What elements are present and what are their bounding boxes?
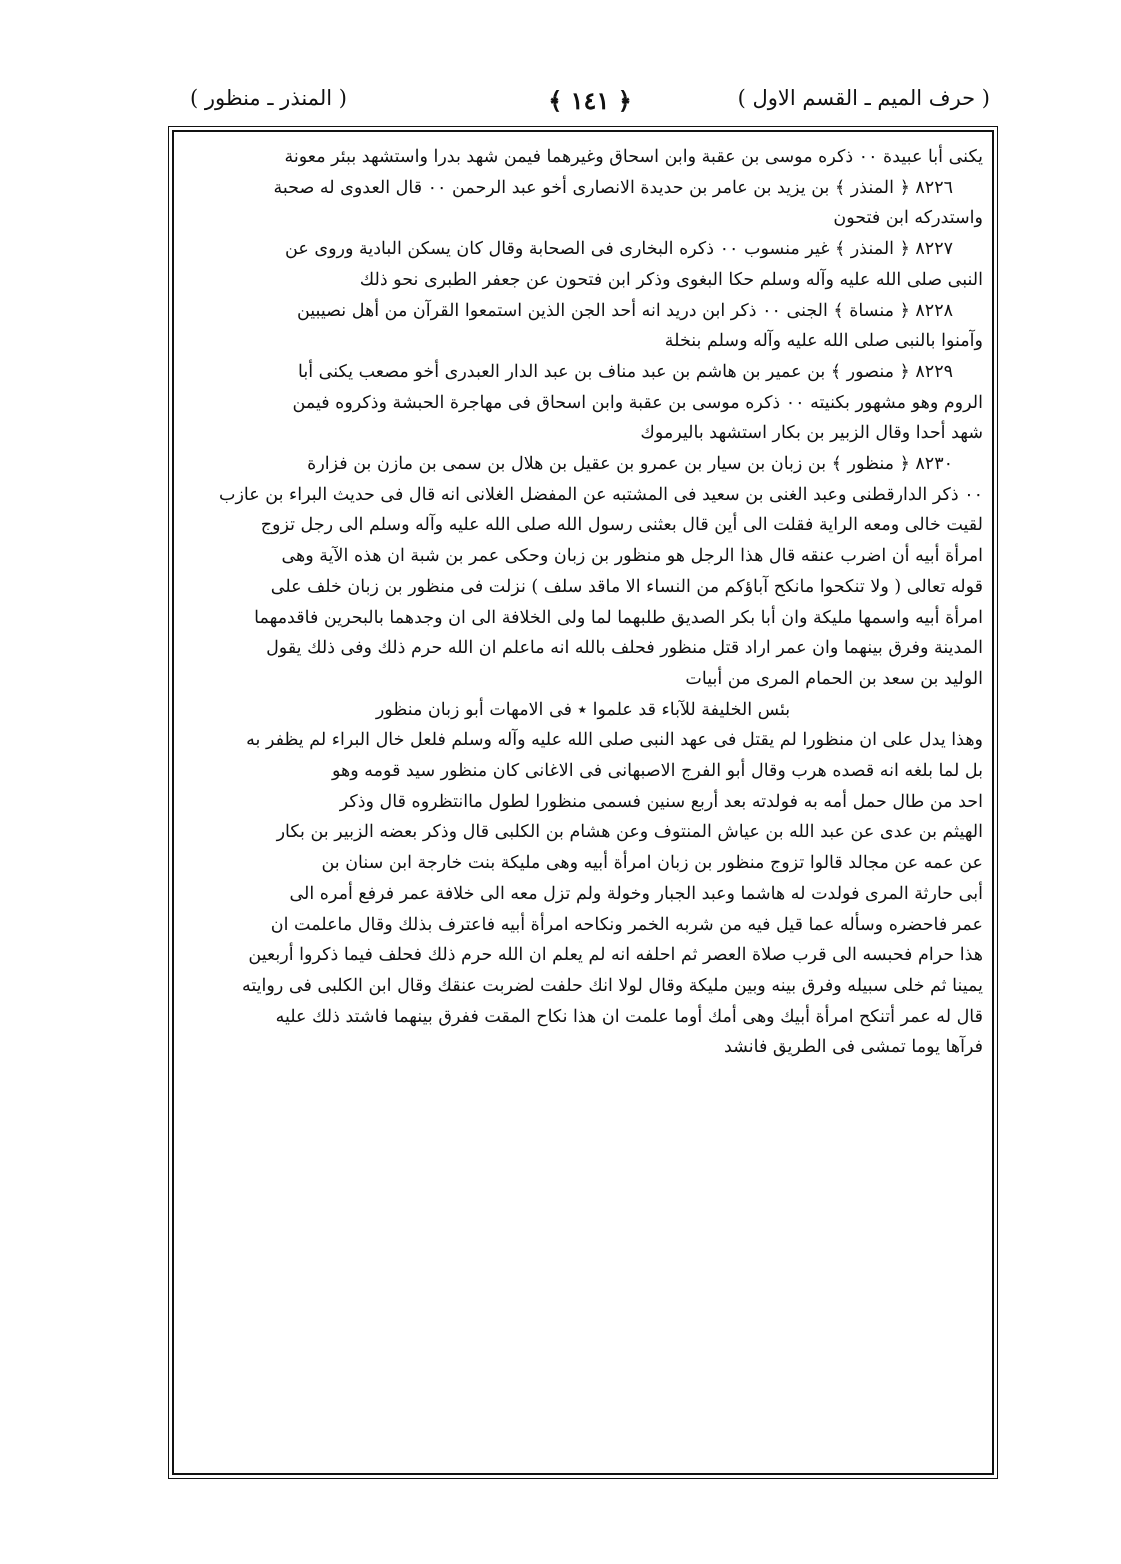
text-line: بل لما بلغه انه قصده هرب وقال أبو الفرج الاصبهانى فى الاغانى كان منظور سيد قومه وهو — [331, 761, 983, 782]
text-line: النبى صلى الله عليه وآله وسلم حكا البغوى وذكر ابن فتحون عن جعفر الطبرى نحو ذلك — [359, 269, 983, 290]
text-line: المدينة وفرق بينهما وان عمر اراد قتل منظور فحلف بالله انه ماعلم ان الله حرم ذلك وفى ذلك يقول — [266, 638, 983, 659]
text-line: وهذا يدل على ان منظورا لم يقتل فى عهد النبى صلى الله عليه وآله وسلم فلعل خال البراء لم يظفر به — [246, 730, 983, 751]
text-line: وآمنوا بالنبى صلى الله عليه وآله وسلم بنخلة — [664, 331, 983, 352]
entry-line: ٨٢٢٨ ﴿ منساة ﴾ الجنى ٠٠ ذكر ابن دريد انه أحد الجن الذين استمعوا القرآن من أهل نصيبين — [296, 300, 953, 321]
page-header — [190, 86, 990, 126]
entry-line: ٨٢٢٦ ﴿ المنذر ﴾ بن يزيد بن عامر بن حديدة الانصارى أخو عبد الرحمن ٠٠ قال العدوى له صحبة — [273, 177, 953, 198]
text-line: عمر فاحضره وسأله عما قيل فيه من شربه الخمر ونكاحه امرأة أبيه فاعترف بذلك وقال ماعلمت ان — [270, 914, 983, 935]
text-line: عن عمه عن مجالد قالوا تزوج منظور بن زبان امرأة أبيه وهى مليكة بنت خارجة ابن سنان بن — [321, 853, 983, 874]
text-line: لقيت خالى ومعه الراية فقلت الى أين قال بعثنى رسول الله صلى الله عليه وآله وسلم الى رجل تزوج — [260, 515, 983, 536]
text-line: أبى حارثة المرى فولدت له هاشما وعبد الجبار وخولة ولم تزل معه الى خلافة عمر فرفع أمره الى — [289, 883, 983, 904]
entry-line: ٨٢٢٩ ﴿ منصور ﴾ بن عمير بن هاشم بن عبد مناف بن عبد الدار العبدرى أخو مصعب يكنى أبا — [298, 361, 953, 382]
header-entry-range: ( المنذر ـ منظور ) — [190, 86, 347, 110]
poem-verse: بئس الخليفة للآباء قد علموا ٭ فى الامهات أبو زبان منظور — [375, 699, 791, 720]
text-line: يمينا ثم خلى سبيله وفرق بينه وبين مليكة وقال لولا انك حلفت لضربت عنقك وقال ابن الكلبى فى روايته — [242, 975, 983, 996]
text-line: شهد أحدا وقال الزبير بن بكار استشهد باليرموك — [640, 423, 983, 444]
text-line: هذا حرام فحبسه الى قرب صلاة العصر ثم احلفه انه لم يعلم ان الله حرم ذلك فحلف فيما ذكروا أربعين — [248, 945, 983, 966]
text-line: واستدركه ابن فتحون — [833, 208, 983, 229]
text-line: الوليد بن سعد بن الحمام المرى من أبيات — [685, 668, 983, 689]
entry-line: ٨٢٢٧ ﴿ المنذر ﴾ غير منسوب ٠٠ ذكره البخارى فى الصحابة وقال كان يسكن البادية وروى عن — [285, 239, 953, 260]
text-line: ٠٠ ذكر الدارقطنى وعبد الغنى بن سعيد فى المشتبه عن المفضل الغلانى انه قال فى حديث البراء بن عازب — [219, 484, 983, 505]
text-line: يكنى أبا عبيدة ٠٠ ذكره موسى بن عقبة وابن اسحاق وغيرهما فيمن شهد بدرا واستشهد ببئر معونة — [284, 147, 983, 167]
text-line: امرأة أبيه واسمها مليكة وان أبا بكر الصديق طلبهما لما ولى الخلافة الى ان وجدهما بالبحرين فاقدمهما — [254, 607, 983, 628]
text-line: احد من طال حمل أمه به فولدته بعد أربع سنين فسمى منظورا لطول ماانتظروه قال وذكر — [339, 791, 983, 812]
page-number: ﴿ ١٤١ ﴾ — [548, 86, 632, 115]
page-body — [183, 142, 983, 1063]
text-line: قوله تعالى ( ولا تنكحوا مانكح آباؤكم من النساء الا ماقد سلف ) نزلت فى منظور بن زبان خلف على — [270, 576, 983, 597]
text-line: فرآها يوما تمشى فى الطريق فانشد — [723, 1037, 983, 1058]
text-line: الروم وهو مشهور بكنيته ٠٠ ذكره موسى بن عقبة وابن اسحاق فى مهاجرة الحبشة وذكروه فيمن — [292, 392, 983, 413]
entry-line: ٨٢٣٠ ﴿ منظور ﴾ بن زبان بن سيار بن عمرو بن عقيل بن هلال بن سمى بن مازن بن فزارة — [307, 454, 953, 475]
text-line: امرأة أبيه أن اضرب عنقه قال هذا الرجل هو منظور بن زبان وحكى عمر بن شبة ان هذه الآية وهى — [281, 546, 983, 567]
header-section-title: ( حرف الميم ـ القسم الاول ) — [737, 86, 990, 110]
text-line: الهيثم بن عدى عن عبد الله بن عياش المنتوف وعن هشام بن الكلبى قال وذكر بعضه الزبير بن بكار — [276, 822, 983, 843]
text-line: قال له عمر أتنكح امرأة أبيك وهى أمك أوما علمت ان هذا نكاح المقت ففرق بينهما فاشتد ذلك عليه — [275, 1006, 983, 1027]
